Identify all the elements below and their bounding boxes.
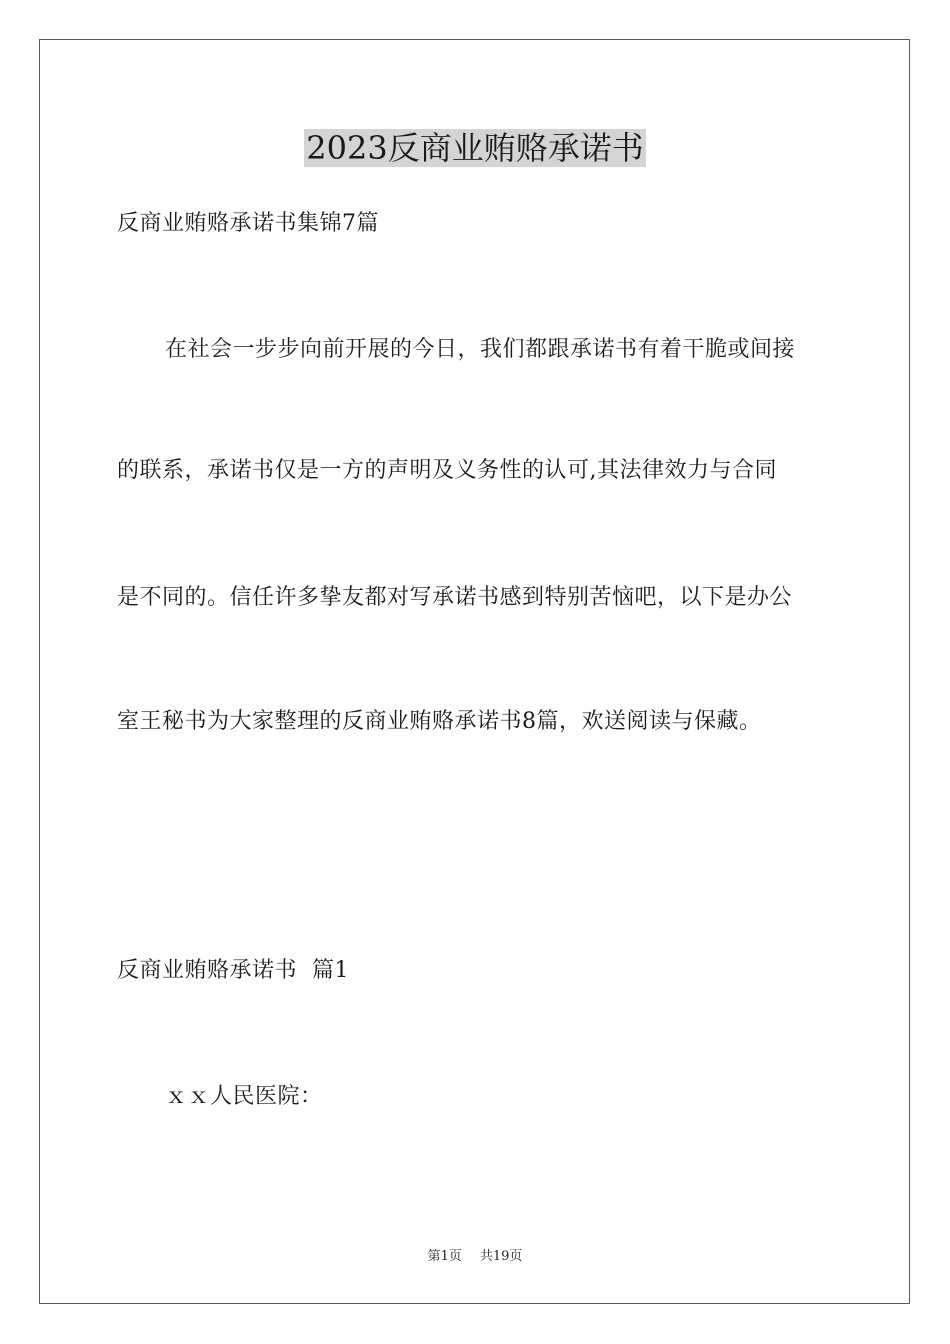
page-footer (0, 1248, 950, 1266)
page-number: 第1页 (427, 1249, 462, 1264)
page-total: 共19页 (479, 1249, 523, 1264)
intro-line-1: 在社会一步步向前开展的今日，我们都跟承诺书有着干脆或间接 (165, 337, 796, 362)
document-title (0, 128, 950, 168)
document-subtitle: 反商业贿赂承诺书集锦7篇 (117, 211, 379, 236)
intro-line-2: 的联系，承诺书仅是一方的声明及义务性的认可,其法律效力与合同 (117, 458, 777, 483)
intro-line-4: 室王秘书为大家整理的反商业贿赂承诺书8篇，欢送阅读与保藏。 (117, 709, 762, 734)
intro-line-3: 是不同的。信任许多挚友都对写承诺书感到特别苦恼吧，以下是办公 (117, 585, 793, 610)
salutation: ｘｘ人民医院： (165, 1084, 323, 1109)
title-highlight: 2023反商业贿赂承诺书 (306, 129, 644, 167)
section-heading: 反商业贿赂承诺书 篇1 (117, 958, 349, 983)
